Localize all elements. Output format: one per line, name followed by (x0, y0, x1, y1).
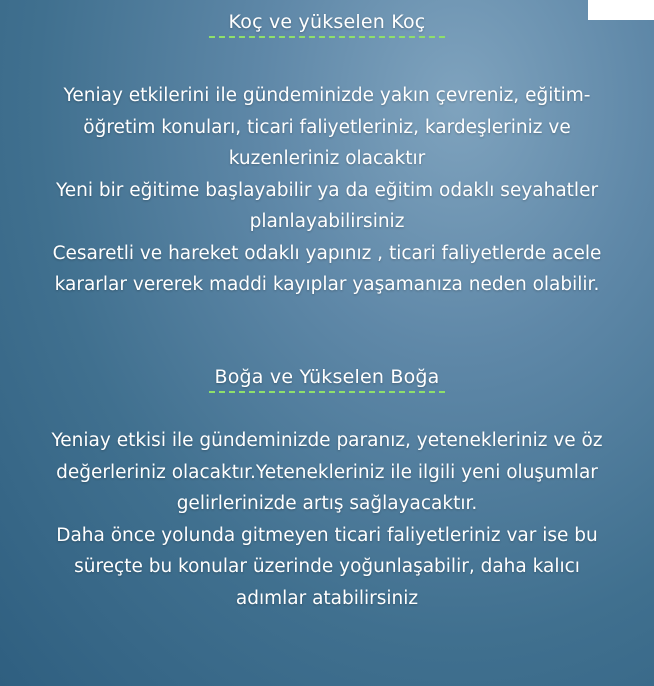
text-line: gelirlerinizde artış sağlayacaktır. (176, 493, 478, 514)
dashed-divider-boga (209, 391, 445, 393)
dashed-divider-koc (209, 36, 445, 38)
text-line: Daha önce yolunda gitmeyen ticari faliyetleriniz var ise bu (56, 524, 598, 546)
text-line: süreçte bu konular üzerinde yoğunlaşabilir, daha kalıcı (74, 556, 580, 577)
text-line: planlayabilirsiniz (249, 211, 405, 232)
text-line: değerleriniz olacaktır.Yetenekleriniz ile ilgili yeni oluşumlar (56, 461, 598, 483)
text-line: öğretim konuları, ticari faliyetleriniz, kardeşleriniz ve (83, 116, 571, 138)
section-title-boga: Boğa ve Yükselen Boğa (214, 366, 440, 388)
section-title-koc: Koç ve yükselen Koç (228, 11, 426, 33)
section-body-koc (0, 80, 654, 301)
section-koc (0, 10, 654, 38)
text-line: adımlar atabilirsiniz (235, 587, 419, 609)
section-boga (0, 365, 654, 393)
section-body-boga (0, 425, 654, 614)
text-line: Yeni bir eğitime başlayabilir ya da eğitim odaklı seyahatler (55, 179, 599, 201)
text-line: Yeniay etkilerini ile gündeminizde yakın çevreniz, eğitim- (63, 85, 591, 106)
text-line: Cesaretli ve hareket odaklı yapınız , ticari faliyetlerde acele (52, 242, 602, 264)
text-line: kararlar vererek maddi kayıplar yaşamanıza neden olabilir. (54, 274, 600, 295)
text-line: Yeniay etkisi ile gündeminizde paranız, yetenekleriniz ve öz (51, 430, 603, 451)
text-line: kuzenleriniz olacaktır (228, 148, 426, 169)
